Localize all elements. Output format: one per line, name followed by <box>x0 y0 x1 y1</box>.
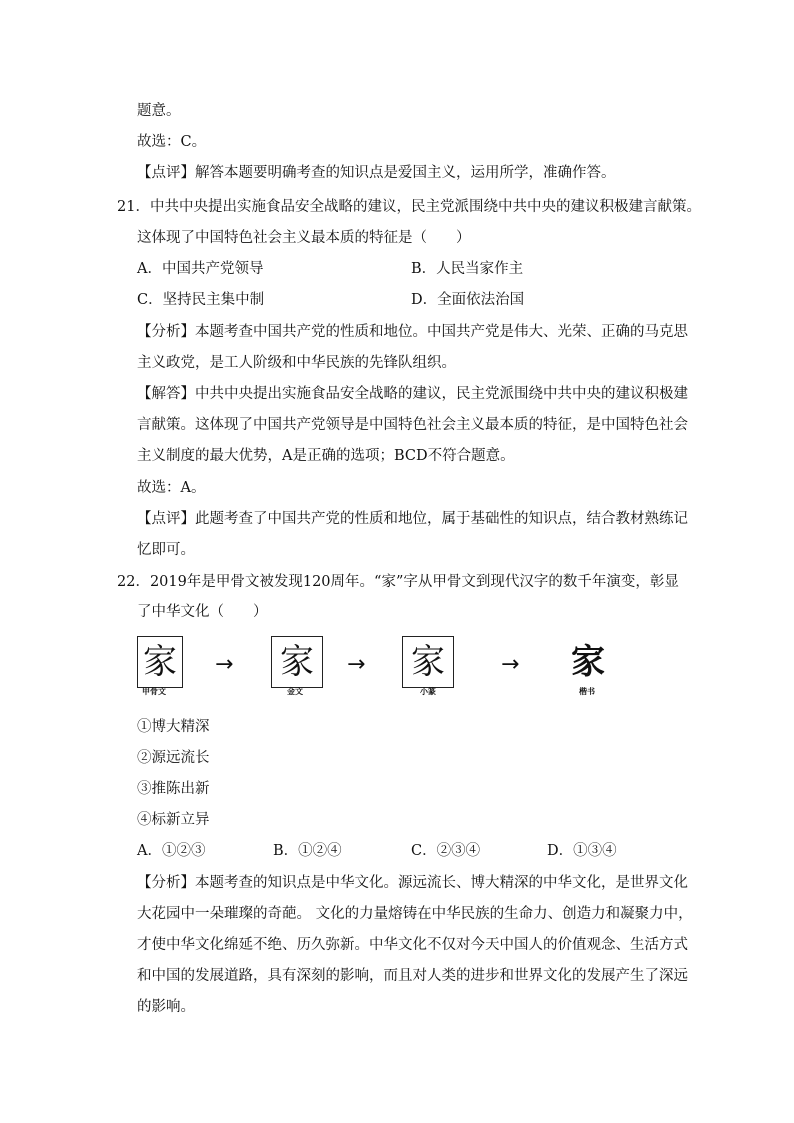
solution-line: 主义制度的最大优势，A是正确的选项；BCD不符合题意。 <box>137 448 515 464</box>
analysis-line: 大花园中一朵璀璨的奇葩。 文化的力量熔铸在中华民族的生命力、创造力和凝聚力中， <box>137 906 693 922</box>
answer-line: 故选：A。 <box>137 480 206 496</box>
statement-2: ②源远流长 <box>137 750 210 766</box>
comment-line: 忆即可。 <box>137 542 195 558</box>
glyph-caption: 金文 <box>287 687 303 696</box>
analysis-line: 主义政党，是工人阶级和中华民族的先锋队组织。 <box>137 355 456 371</box>
question-stem-text: 2019年是甲骨文被发现120周年。“家”字从甲骨文到现代汉字的数千年演变，彰显 <box>149 574 679 590</box>
solution-line: 【解答】中共中央提出实施食品安全战略的建议，民主党派围绕中共中央的建议积极建 <box>137 386 688 402</box>
glyph-caption: 甲骨文 <box>142 687 166 696</box>
arrow-icon: → <box>215 652 234 677</box>
text-line: 题意。 <box>137 103 181 119</box>
question-number: 21． <box>117 199 150 215</box>
option-c: C．坚持民主集中制 <box>137 292 265 308</box>
option-a: A．中国共产党领导 <box>137 261 264 277</box>
analysis-line: 【分析】本题考查中国共产党的性质和地位。中国共产党是伟大、光荣、正确的马克思 <box>137 324 688 340</box>
character-evolution-figure <box>137 636 657 698</box>
bronze-script-glyph: 家 <box>271 636 323 688</box>
question-stem-text: 中共中央提出实施食品安全战略的建议，民主党派围绕中共中央的建议积极建言献策。 <box>149 199 701 215</box>
statement-3: ③推陈出新 <box>137 781 210 797</box>
glyph-caption: 小篆 <box>420 687 436 696</box>
analysis-line: 和中国的发展道路，具有深刻的影响，而且对人类的进步和世界文化的发展产生了深远 <box>137 968 688 984</box>
option-a: A．①②③ <box>137 843 206 859</box>
question-number: 22． <box>117 574 150 590</box>
analysis-line: 才使中华文化绵延不绝、历久弥新。中华文化不仅对今天中国人的价值观念、生活方式 <box>137 937 688 953</box>
solution-line: 言献策。这体现了中国共产党领导是中国特色社会主义最本质的特征，是中国特色社会 <box>137 417 688 433</box>
comment-line: 【点评】此题考查了中国共产党的性质和地位，属于基础性的知识点，结合教材熟练记 <box>137 511 688 527</box>
question-21-stem <box>117 197 701 217</box>
question-stem-text: 了中华文化（ ） <box>137 604 268 620</box>
question-22-stem <box>117 572 679 592</box>
option-b: B．人民当家作主 <box>411 261 524 277</box>
answer-line: 故选：C。 <box>137 134 207 150</box>
regular-script-glyph: 家 <box>562 636 614 688</box>
arrow-icon: → <box>347 652 366 677</box>
analysis-line: 的影响。 <box>137 999 195 1015</box>
analysis-line: 【分析】本题考查的知识点是中华文化。源远流长、博大精深的中华文化，是世界文化 <box>137 875 688 891</box>
option-c: C．②③④ <box>411 843 481 859</box>
statement-4: ④标新立异 <box>137 812 210 828</box>
comment-line: 【点评】解答本题要明确考查的知识点是爱国主义，运用所学，准确作答。 <box>137 165 616 181</box>
option-d: D．全面依法治国 <box>411 292 525 308</box>
statement-1: ①博大精深 <box>137 719 210 735</box>
small-seal-glyph: 家 <box>402 636 454 688</box>
option-d: D．①③④ <box>547 843 617 859</box>
arrow-icon: → <box>501 652 520 677</box>
question-stem-text: 这体现了中国特色社会主义最本质的特征是（ ） <box>137 230 471 246</box>
oracle-bone-glyph: 家 <box>137 636 183 688</box>
option-b: B．①②④ <box>273 843 342 859</box>
glyph-caption: 楷书 <box>579 687 595 696</box>
